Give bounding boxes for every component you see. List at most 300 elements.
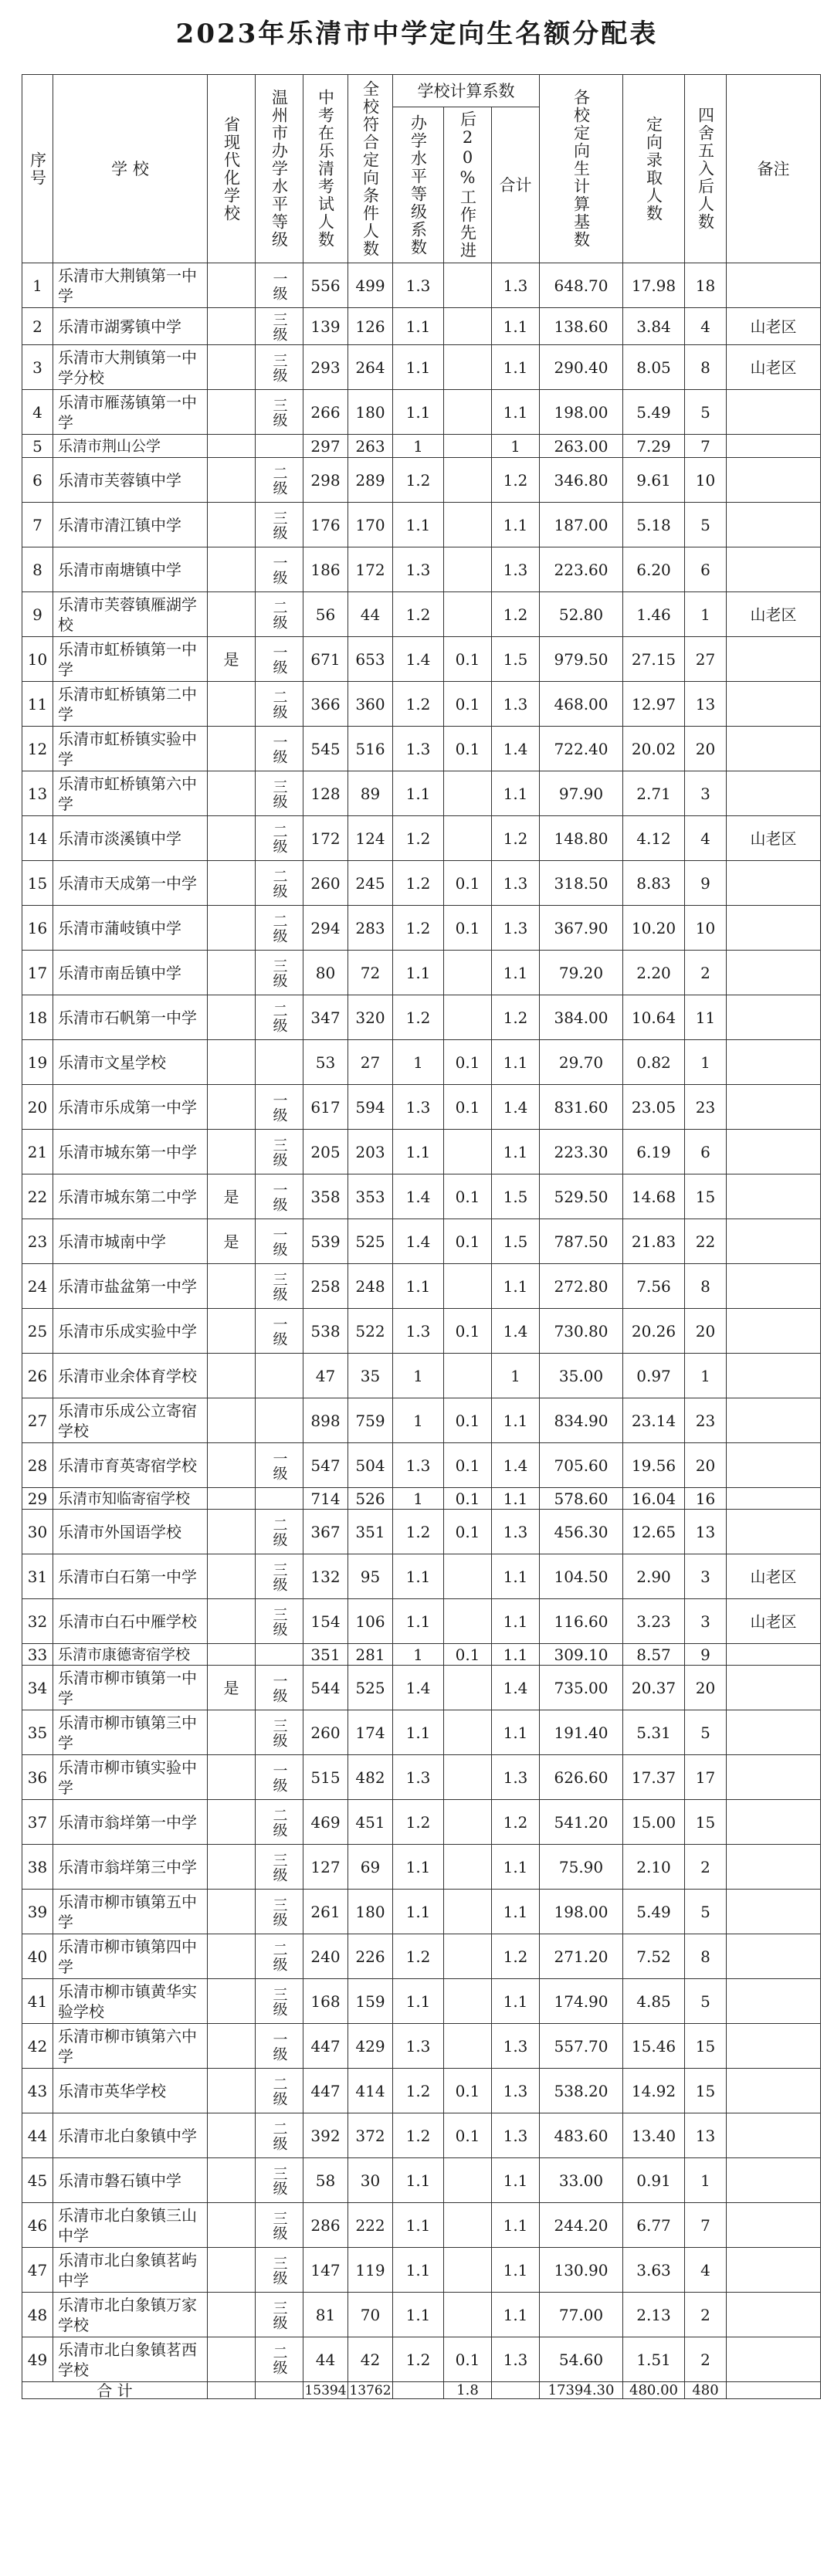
- cell-coef-total: 1.2: [492, 816, 540, 861]
- cell-school: 乐清市北白象镇中学: [53, 2113, 208, 2158]
- cell-round: 2: [685, 951, 727, 995]
- cell-coef-20: [444, 995, 492, 1040]
- cell-exam: 205: [303, 1130, 348, 1174]
- cell-modern: [208, 861, 256, 906]
- cell-eligible: 429: [348, 2024, 393, 2069]
- cell-modern: [208, 995, 256, 1040]
- cell-eligible: 124: [348, 816, 393, 861]
- table-row: [22, 637, 821, 682]
- cell-modern: [208, 1354, 256, 1398]
- cell-modern: 是: [208, 1219, 256, 1264]
- cell-exam: 128: [303, 771, 348, 816]
- cell-school: 乐清市白石第一中学: [53, 1554, 208, 1599]
- cell-quota: 21.83: [623, 1219, 685, 1264]
- cell-round: 23: [685, 1398, 727, 1443]
- cell-modern: 是: [208, 637, 256, 682]
- cell-coef-total: 1.3: [492, 906, 540, 951]
- table-row: [22, 1130, 821, 1174]
- cell-round: 2: [685, 2337, 727, 2382]
- cell-seq: 2: [22, 308, 53, 345]
- page-title: 2023年乐清市中学定向生名额分配表: [175, 19, 659, 49]
- table-row: [22, 308, 821, 345]
- table-row: [22, 2293, 821, 2337]
- cell-level: 三级: [256, 1130, 303, 1174]
- cell-quota: 1.46: [623, 592, 685, 637]
- cell-modern: [208, 1644, 256, 1666]
- cell-note: [727, 1130, 821, 1174]
- cell-quota: 2.90: [623, 1554, 685, 1599]
- table-row: [22, 2248, 821, 2293]
- cell-modern: [208, 1309, 256, 1354]
- cell-note: 山老区: [727, 308, 821, 345]
- cell-school: 乐清市翁垟第三中学: [53, 1845, 208, 1890]
- cell-round: 2: [685, 2293, 727, 2337]
- cell-coef-level: 1.2: [393, 906, 444, 951]
- cell-eligible: 414: [348, 2069, 393, 2113]
- cell-exam: 515: [303, 1755, 348, 1800]
- cell-coef-20: [444, 308, 492, 345]
- cell-eligible: 203: [348, 1130, 393, 1174]
- cell-exam: 358: [303, 1174, 348, 1219]
- cell-exam: 539: [303, 1219, 348, 1264]
- cell-seq: 25: [22, 1309, 53, 1354]
- cell-seq: 18: [22, 995, 53, 1040]
- cell-seq: 31: [22, 1554, 53, 1599]
- footer-eligible: 13762: [349, 2382, 392, 2398]
- cell-note: [727, 1644, 821, 1666]
- cell-quota: 8.83: [623, 861, 685, 906]
- cell-coef-20: 0.1: [444, 682, 492, 727]
- cell-exam: 367: [303, 1510, 348, 1554]
- header-coef-group: 学校计算系数: [393, 75, 540, 107]
- cell-exam: 80: [303, 951, 348, 995]
- cell-seq: 41: [22, 1979, 53, 2024]
- cell-coef-level: 1.2: [393, 1510, 444, 1554]
- cell-note: [727, 1443, 821, 1488]
- cell-level: 二级: [256, 2337, 303, 2382]
- table-row: [22, 435, 821, 458]
- cell-base: 309.10: [540, 1644, 623, 1666]
- cell-coef-total: 1.3: [492, 682, 540, 727]
- cell-level: 一级: [256, 1309, 303, 1354]
- cell-coef-total: 1.5: [492, 1219, 540, 1264]
- cell-modern: [208, 906, 256, 951]
- cell-base: 831.60: [540, 1085, 623, 1130]
- cell-round: 10: [685, 906, 727, 951]
- table-row: [22, 1443, 821, 1488]
- table-row: [22, 345, 821, 390]
- cell-level: 一级: [256, 1085, 303, 1130]
- cell-coef-20: 0.1: [444, 2069, 492, 2113]
- header-rounded: 四舍五入后人数: [685, 75, 727, 263]
- cell-exam: 392: [303, 2113, 348, 2158]
- cell-round: 20: [685, 727, 727, 771]
- cell-school: 乐清市外国语学校: [53, 1510, 208, 1554]
- cell-coef-20: [444, 458, 492, 503]
- cell-coef-total: 1.1: [492, 1488, 540, 1510]
- footer-level: [256, 2382, 303, 2399]
- cell-coef-total: 1.3: [492, 547, 540, 592]
- cell-note: [727, 1510, 821, 1554]
- cell-note: [727, 1488, 821, 1510]
- cell-coef-total: 1.1: [492, 771, 540, 816]
- cell-exam: 294: [303, 906, 348, 951]
- cell-modern: [208, 1755, 256, 1800]
- cell-exam: 58: [303, 2158, 348, 2203]
- cell-coef-20: [444, 1264, 492, 1309]
- table-row: [22, 727, 821, 771]
- cell-seq: 3: [22, 345, 53, 390]
- cell-exam: 147: [303, 2248, 348, 2293]
- cell-eligible: 35: [348, 1354, 393, 1398]
- table-row: [22, 1510, 821, 1554]
- table-row: [22, 1309, 821, 1354]
- table-row: [22, 1264, 821, 1309]
- cell-round: 5: [685, 1979, 727, 2024]
- cell-level: 二级: [256, 906, 303, 951]
- cell-modern: [208, 592, 256, 637]
- cell-modern: [208, 2113, 256, 2158]
- cell-base: 54.60: [540, 2337, 623, 2382]
- cell-coef-total: 1.1: [492, 390, 540, 435]
- cell-note: [727, 1979, 821, 2024]
- table-row: [22, 1644, 821, 1666]
- cell-coef-20: [444, 2158, 492, 2203]
- table-row: [22, 390, 821, 435]
- cell-exam: 298: [303, 458, 348, 503]
- cell-round: 13: [685, 1510, 727, 1554]
- cell-base: 223.60: [540, 547, 623, 592]
- cell-note: [727, 2293, 821, 2337]
- cell-round: 8: [685, 1264, 727, 1309]
- cell-seq: 46: [22, 2203, 53, 2248]
- cell-coef-level: 1.1: [393, 2158, 444, 2203]
- cell-level: [256, 1040, 303, 1085]
- cell-coef-level: 1.3: [393, 1755, 444, 1800]
- cell-coef-total: 1.1: [492, 2203, 540, 2248]
- cell-base: 116.60: [540, 1599, 623, 1644]
- cell-school: 乐清市虹桥镇实验中学: [53, 727, 208, 771]
- cell-level: 三级: [256, 1554, 303, 1599]
- cell-coef-20: 0.1: [444, 1510, 492, 1554]
- cell-quota: 10.64: [623, 995, 685, 1040]
- cell-school: 乐清市南塘镇中学: [53, 547, 208, 592]
- cell-coef-level: 1.1: [393, 308, 444, 345]
- cell-school: 乐清市虹桥镇第一中学: [53, 637, 208, 682]
- cell-base: 834.90: [540, 1398, 623, 1443]
- cell-coef-20: [444, 951, 492, 995]
- cell-coef-20: 0.1: [444, 1398, 492, 1443]
- cell-school: 乐清市芙蓉镇中学: [53, 458, 208, 503]
- cell-level: 一级: [256, 1666, 303, 1710]
- cell-eligible: 180: [348, 390, 393, 435]
- cell-note: [727, 1219, 821, 1264]
- cell-quota: 20.02: [623, 727, 685, 771]
- cell-coef-total: 1.1: [492, 1554, 540, 1599]
- cell-modern: [208, 345, 256, 390]
- table-row: [22, 2069, 821, 2113]
- cell-coef-level: 1.1: [393, 503, 444, 547]
- cell-base: 77.00: [540, 2293, 623, 2337]
- cell-quota: 7.56: [623, 1264, 685, 1309]
- cell-coef-level: 1: [393, 435, 444, 458]
- cell-school: 乐清市北白象镇茗屿中学: [53, 2248, 208, 2293]
- cell-seq: 12: [22, 727, 53, 771]
- cell-round: 4: [685, 816, 727, 861]
- cell-quota: 12.65: [623, 1510, 685, 1554]
- cell-coef-20: [444, 816, 492, 861]
- cell-level: 三级: [256, 2248, 303, 2293]
- cell-coef-level: 1.1: [393, 390, 444, 435]
- cell-coef-20: 0.1: [444, 1309, 492, 1354]
- table-row: [22, 1934, 821, 1979]
- footer-quota: 480.00: [623, 2382, 685, 2399]
- cell-base: 198.00: [540, 1890, 623, 1934]
- cell-quota: 2.71: [623, 771, 685, 816]
- cell-level: [256, 435, 303, 458]
- cell-coef-20: 0.1: [444, 2337, 492, 2382]
- cell-coef-20: 0.1: [444, 1174, 492, 1219]
- cell-modern: [208, 1599, 256, 1644]
- cell-eligible: 263: [348, 435, 393, 458]
- cell-eligible: 226: [348, 1934, 393, 1979]
- cell-level: 三级: [256, 345, 303, 390]
- table-row: [22, 2113, 821, 2158]
- cell-exam: 132: [303, 1554, 348, 1599]
- cell-coef-level: 1.1: [393, 1130, 444, 1174]
- cell-level: 三级: [256, 2158, 303, 2203]
- cell-school: 乐清市大荆镇第一中学: [53, 263, 208, 308]
- cell-eligible: 482: [348, 1755, 393, 1800]
- cell-eligible: 353: [348, 1174, 393, 1219]
- cell-exam: 47: [303, 1354, 348, 1398]
- table-row: [22, 951, 821, 995]
- cell-coef-20: 0.1: [444, 1443, 492, 1488]
- cell-base: 557.70: [540, 2024, 623, 2069]
- cell-coef-level: 1.1: [393, 2248, 444, 2293]
- table-row: [22, 1085, 821, 1130]
- cell-school: 乐清市育英寄宿学校: [53, 1443, 208, 1488]
- cell-level: 三级: [256, 771, 303, 816]
- cell-note: [727, 1845, 821, 1890]
- cell-seq: 33: [22, 1644, 53, 1666]
- cell-modern: [208, 547, 256, 592]
- cell-coef-20: [444, 1710, 492, 1755]
- cell-round: 6: [685, 547, 727, 592]
- cell-coef-20: 0.1: [444, 637, 492, 682]
- cell-seq: 7: [22, 503, 53, 547]
- cell-school: 乐清市大荆镇第一中学分校: [53, 345, 208, 390]
- header-base: 各校定向生计算基数: [540, 75, 623, 263]
- cell-coef-level: 1.3: [393, 727, 444, 771]
- cell-coef-total: 1.1: [492, 1979, 540, 2024]
- cell-school: 乐清市城南中学: [53, 1219, 208, 1264]
- cell-eligible: 759: [348, 1398, 393, 1443]
- cell-seq: 17: [22, 951, 53, 995]
- cell-note: [727, 1755, 821, 1800]
- cell-school: 乐清市湖雾镇中学: [53, 308, 208, 345]
- cell-seq: 28: [22, 1443, 53, 1488]
- cell-note: 山老区: [727, 1554, 821, 1599]
- cell-base: 130.90: [540, 2248, 623, 2293]
- cell-seq: 26: [22, 1354, 53, 1398]
- cell-school: 乐清市柳市镇第四中学: [53, 1934, 208, 1979]
- header-coef-total: 合计: [492, 107, 540, 263]
- cell-modern: [208, 1488, 256, 1510]
- cell-seq: 11: [22, 682, 53, 727]
- cell-school: 乐清市盐盆第一中学: [53, 1264, 208, 1309]
- cell-exam: 447: [303, 2069, 348, 2113]
- cell-eligible: 504: [348, 1443, 393, 1488]
- cell-eligible: 372: [348, 2113, 393, 2158]
- cell-coef-total: 1.1: [492, 1644, 540, 1666]
- cell-modern: [208, 2024, 256, 2069]
- cell-base: 174.90: [540, 1979, 623, 2024]
- cell-seq: 20: [22, 1085, 53, 1130]
- cell-eligible: 106: [348, 1599, 393, 1644]
- cell-school: 乐清市雁荡镇第一中学: [53, 390, 208, 435]
- cell-coef-20: 0.1: [444, 2113, 492, 2158]
- cell-level: 二级: [256, 1800, 303, 1845]
- cell-eligible: 126: [348, 308, 393, 345]
- cell-eligible: 170: [348, 503, 393, 547]
- cell-eligible: 526: [348, 1488, 393, 1510]
- cell-coef-20: 0.1: [444, 861, 492, 906]
- table-row: [22, 906, 821, 951]
- cell-modern: [208, 951, 256, 995]
- cell-exam: 617: [303, 1085, 348, 1130]
- cell-note: 山老区: [727, 1599, 821, 1644]
- cell-school: 乐清市清江镇中学: [53, 503, 208, 547]
- cell-level: 二级: [256, 2113, 303, 2158]
- cell-note: [727, 2158, 821, 2203]
- table-row: [22, 1488, 821, 1510]
- cell-base: 483.60: [540, 2113, 623, 2158]
- header-seq: 序号: [22, 75, 53, 263]
- cell-modern: [208, 2203, 256, 2248]
- cell-level: 一级: [256, 727, 303, 771]
- cell-exam: 260: [303, 1710, 348, 1755]
- cell-exam: 176: [303, 503, 348, 547]
- cell-modern: [208, 1130, 256, 1174]
- cell-coef-20: [444, 1890, 492, 1934]
- cell-note: [727, 1354, 821, 1398]
- cell-modern: [208, 435, 256, 458]
- cell-coef-20: [444, 1979, 492, 2024]
- cell-modern: [208, 1085, 256, 1130]
- table-row: [22, 1398, 821, 1443]
- cell-coef-total: 1.3: [492, 2113, 540, 2158]
- cell-round: 7: [685, 435, 727, 458]
- cell-base: 271.20: [540, 1934, 623, 1979]
- cell-note: [727, 1710, 821, 1755]
- cell-base: 979.50: [540, 637, 623, 682]
- cell-quota: 14.68: [623, 1174, 685, 1219]
- cell-exam: 547: [303, 1443, 348, 1488]
- cell-coef-20: [444, 771, 492, 816]
- cell-note: [727, 861, 821, 906]
- cell-school: 乐清市知临寄宿学校: [53, 1488, 208, 1510]
- cell-coef-total: 1.1: [492, 2293, 540, 2337]
- cell-base: 52.80: [540, 592, 623, 637]
- cell-eligible: 360: [348, 682, 393, 727]
- cell-seq: 35: [22, 1710, 53, 1755]
- cell-school: 乐清市北白象镇三山中学: [53, 2203, 208, 2248]
- table-row: [22, 547, 821, 592]
- cell-round: 1: [685, 592, 727, 637]
- cell-coef-total: 1.3: [492, 2024, 540, 2069]
- cell-quota: 7.29: [623, 435, 685, 458]
- cell-round: 3: [685, 1599, 727, 1644]
- cell-round: 16: [685, 1488, 727, 1510]
- cell-note: [727, 1309, 821, 1354]
- cell-coef-total: 1.4: [492, 727, 540, 771]
- cell-school: 乐清市淡溪镇中学: [53, 816, 208, 861]
- cell-exam: 366: [303, 682, 348, 727]
- cell-exam: 447: [303, 2024, 348, 2069]
- table-row: [22, 1979, 821, 2024]
- header-coef-20: 后20%工作先进: [444, 107, 492, 263]
- cell-base: 29.70: [540, 1040, 623, 1085]
- footer-coef-level: [393, 2382, 444, 2399]
- table-row: [22, 1845, 821, 1890]
- cell-modern: [208, 727, 256, 771]
- footer-modern: [208, 2382, 256, 2399]
- cell-note: [727, 263, 821, 308]
- cell-school: 乐清市乐成公立寄宿学校: [53, 1398, 208, 1443]
- cell-note: [727, 2203, 821, 2248]
- cell-coef-total: 1.2: [492, 995, 540, 1040]
- cell-note: [727, 2248, 821, 2293]
- cell-base: 705.60: [540, 1443, 623, 1488]
- cell-coef-total: 1: [492, 1354, 540, 1398]
- cell-round: 27: [685, 637, 727, 682]
- cell-modern: [208, 2248, 256, 2293]
- cell-exam: 240: [303, 1934, 348, 1979]
- cell-note: [727, 458, 821, 503]
- cell-quota: 6.19: [623, 1130, 685, 1174]
- cell-base: 148.80: [540, 816, 623, 861]
- cell-modern: [208, 503, 256, 547]
- cell-coef-total: 1.1: [492, 345, 540, 390]
- cell-note: [727, 1800, 821, 1845]
- cell-coef-level: 1.3: [393, 263, 444, 308]
- cell-exam: 168: [303, 1979, 348, 2024]
- cell-modern: [208, 1890, 256, 1934]
- cell-modern: [208, 1845, 256, 1890]
- cell-note: [727, 1666, 821, 1710]
- footer-coef-total: 1.8: [444, 2382, 492, 2399]
- cell-quota: 8.57: [623, 1644, 685, 1666]
- cell-quota: 4.12: [623, 816, 685, 861]
- cell-exam: 469: [303, 1800, 348, 1845]
- cell-modern: [208, 2293, 256, 2337]
- cell-base: 468.00: [540, 682, 623, 727]
- cell-coef-20: [444, 263, 492, 308]
- cell-coef-level: 1.1: [393, 1845, 444, 1890]
- cell-modern: [208, 458, 256, 503]
- table-row: [22, 2024, 821, 2069]
- cell-note: 山老区: [727, 345, 821, 390]
- cell-exam: 258: [303, 1264, 348, 1309]
- cell-quota: 9.61: [623, 458, 685, 503]
- cell-seq: 45: [22, 2158, 53, 2203]
- cell-coef-20: [444, 1599, 492, 1644]
- cell-quota: 0.91: [623, 2158, 685, 2203]
- cell-coef-total: 1.4: [492, 1309, 540, 1354]
- cell-coef-20: [444, 1666, 492, 1710]
- cell-eligible: 653: [348, 637, 393, 682]
